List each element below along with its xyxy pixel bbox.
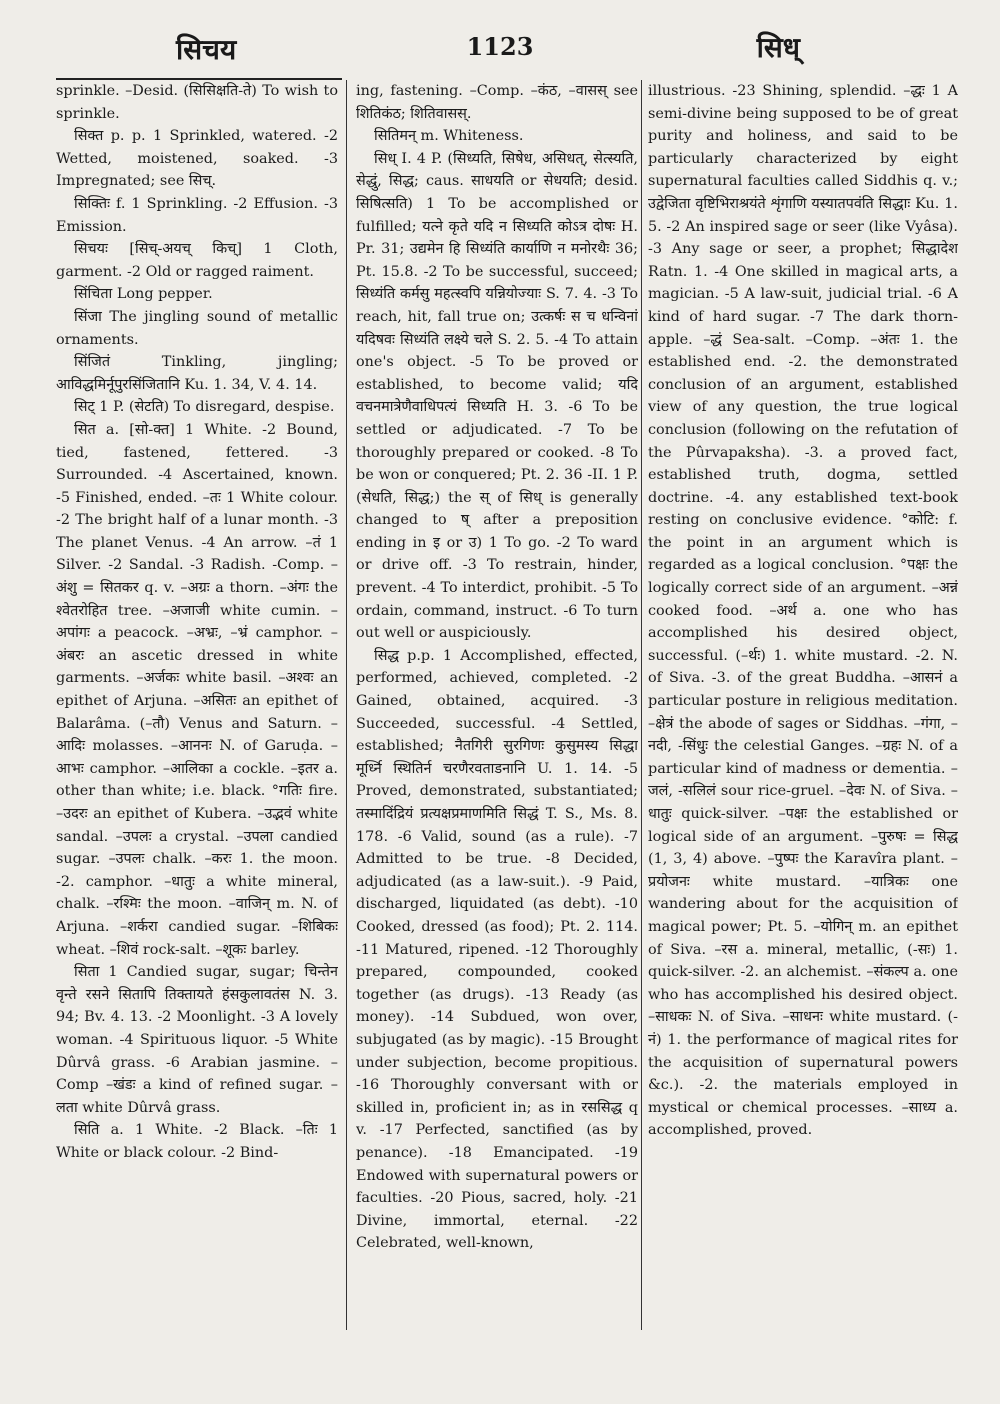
column-divider xyxy=(641,80,642,1330)
page-number: 1123 xyxy=(466,32,534,61)
entry-sit: सिट् 1 P. (सेटति) To disregard, despise. xyxy=(74,399,335,416)
entry-siktih: सिक्तिः f. 1 Sprinkling. -2 Effusion. -3 Emission. xyxy=(56,195,338,235)
column-right xyxy=(648,80,958,1330)
entry-siddha: सिद्ध p.p. 1 Accomplished, effected, performed, achieved, completed. -2 Gained, obtained, acquired. -3 Succeeded, successful. -4 Settled, established; नैतगिरी सुरगिणः कुसुमस्य सिद्धा मूर्ध्नि स्थितिर्न चरणैरवताडनानि U. 1. 14. -5 Proved, demonstrated, substantiated; तस्मादिंद्रियं प्रत्यक्षप्रमाणमिति सिद्धं T. S., Ms. 8. 178. -6 Valid, sound (as a rule). -7 Admitted to be true. -8 Decided, adjudicated (as a law-suit.). -9 Paid, discharged, liquidated (as debt). -10 Cooked, dressed (as food); Pt. 2. 114. -11 Matured, ripened. -12 Thoroughly prepared, compounded, cooked together (as drugs). -13 Ready (as money). -14 Subdued, won over, subjugated (as by magic). -15 Brought under subjection, become propitious. -16 Thoroughly conversant with or skilled in, proficient in; as in रससिद्ध q v. -17 Perfected, sanctified (as by penance). -18 Emancipated. -19 Endowed with supernatural powers or faculties. -20 Pious, sacred, holy. -21 Divine, immortal, eternal. -22 Celebrated, well-known, xyxy=(356,647,638,1252)
column-left xyxy=(56,80,338,1330)
entry-sita: सित a. [सो-क्त] 1 White. -2 Bound, tied, fastened, fettered. -3 Surrounded. -4 Ascertained, known. -5 Finished, ended. –तः 1 White colour. -2 The bright half of a lunar month. -3 The planet Venus. -4 An arrow. –तं 1 Silver. -2 Sandal. -3 Radish. -Comp. –अंशु = सितकर q. v. –अग्रः a thorn. –अंगः the श्वेतरोहित tree. –अजाजी white cumin. –अपांगः a peacock. –अभ्रः, –भ्रं camphor. –अंबरः an ascetic dressed in white garments. –अर्जकः white basil. –अश्वः an epithet of Arjuna. –असितः an epithet of Balarâma. (–तौ) Venus and Saturn. –आदिः molasses. –आननः N. of Garuḍa. –आभः camphor. –आलिका a cockle. –इतर a. other than white; i.e. black. °गतिः fire. –उदरः an epithet of Kubera. –उद्भवं white sandal. –उपलः a crystal. –उपला candied sugar. –उपलः chalk. –करः 1. the moon. -2. camphor. –धातुः a white mineral, chalk. –रश्मिः the moon. –वाजिन् m. N. of Arjuna. –शर्करा candied sugar. –शिबिकः wheat. –शिवं rock-salt. –शूकः barley. xyxy=(56,421,338,958)
header-right-guideword: सिध् xyxy=(756,31,800,64)
running-header xyxy=(0,24,1000,72)
entry-sidh: सिध् I. 4 P. (सिध्यति, सिषेध, असिधत्, सेत्स्यति, सेद्धुं, सिद्ध; caus. साधयति or सेधयति; desid. सिषित्सति) 1 To be accomplished or fulfilled; यत्ने कृते यदि न सिध्यति कोऽत्र दोषः H. Pr. 31; उद्यमेन हि सिध्यंति कार्याणि न मनोरथैः 36; Pt. 15.8. -2 To be successful, succeed; सिध्यंति कर्मसु महत्स्वपि यन्नियोज्याः S. 7. 4. -3 To reach, hit, fall true on; उत्कर्षः स च धन्विनां यदिषवः सिध्यंति लक्ष्ये चले S. 2. 5. -4 To attain one's object. -5 To be proved or established, to become valid; यदि वचनमात्रेणैवाधिपत्यं सिध्यति H. 3. -6 To be settled or adjudicated. -7 To be thoroughly prepared or cooked. -8 To be won or conquered; Pt. 2. 36 -II. 1 P. (सेधति, सिद्ध;) the स् of सिध् is generally changed to ष् after a preposition ending in इ or उ) 1 To go. -2 To ward or drive off. -3 To restrain, hinder, prevent. -4 To interdict, prohibit. -5 To ordain, command, instruct. -6 To turn out well or auspiciously. xyxy=(356,150,638,642)
entry-sinja: सिंजा The jingling sound of metallic ornaments. xyxy=(56,308,338,348)
entry-sinjita: सिंजितं Tinkling, jingling; आविद्धमिर्नूपुरसिंजितानि Ku. 1. 34, V. 4. 14. xyxy=(56,354,338,393)
entry-siti: सिति a. 1 White. -2 Black. –तिः 1 White or black colour. -2 Bind- xyxy=(56,1122,338,1161)
entry-sinchita: सिंचिता Long pepper. xyxy=(74,286,213,303)
entry-continuation: sprinkle. –Desid. (सिसिक्षति-ते) To wish to sprinkle. xyxy=(56,83,338,122)
column-divider xyxy=(346,80,347,1330)
entry-continuation: illustrious. -23 Shining, splendid. –द्धः 1 A semi-divine being supposed to be of great purity and holiness, and said to be particularly characterized by eight supernatural faculties called Siddhis q. v.; उद्वेजिता वृष्टिभिराश्रयंते शृंगाणि यस्यातपवंति सिद्धाः Ku. 1. 5. -2 An inspired sage or seer (like Vyâsa). -3 Any sage or seer, a prophet; सिद्धादेश Ratn. 1. -4 One skilled in magical arts, a magician. -5 A law-suit, judicial trial. -6 A kind of hard sugar. -7 The dark thorn-apple. –द्धं Sea-salt. –Comp. –अंतः 1. the established end. -2. the demonstrated conclusion of an argument, established view of any question, the true logical conclusion (following on the refutation of the Pûrvapaksha). -3. a proved fact, established truth, dogma, settled doctrine. -4. any established text-book resting on conclusive evidence. °कोटि: f. the point in an argument which is regarded as a logical conclusion. °पक्षः the logically correct side of an argument. –अन्नं cooked food. –अर्थ a. one who has accomplished his desired object, successful. (–र्थः) 1. white mustard. -2. N. of Siva. -3. of the great Buddha. –आसनं a particular posture in religious meditation. –क्षेत्रं the abode of sages or Siddhas. –गंगा, –नदी, -सिंधुः the celestial Ganges. –ग्रहः N. of a particular kind of madness or dementia. –जलं, -सलिलं sour rice-gruel. –देवः N. of Siva. –धातुः quick-silver. –पक्षः the established or logical side of an argument. –पुरुषः = सिद्ध (1, 3, 4) above. –पुष्पः the Karavîra plant. –प्रयोजनः white mustard. –यात्रिकः one wandering about for the acquisition of magical power; Pt. 5. –योगिन् m. an epithet of Siva. –रस a. mineral, metallic, (-सः) 1. quick-silver. -2. an alchemist. –संकल्प a. one who has accomplished his desired object. –साधकः N. of Siva. –साधनः white mustard. (-नं) 1. the performance of magical rites for the acquisition of supernatural powers &c.). -2. the materials employed in mystical or chemical processes. –साध्य a. accomplished, proved. xyxy=(648,83,958,1139)
column-middle xyxy=(356,80,638,1330)
entry-sikta: सिक्त p. p. 1 Sprinkled, watered. -2 Wetted, moistened, soaked. -3 Impregnated; see सिच्. xyxy=(56,128,338,190)
header-left-guideword: सिचय xyxy=(176,33,237,66)
entry-sichaya: सिचयः [सिच्-अयच् किच्] 1 Cloth, garment. -2 Old or ragged raiment. xyxy=(56,241,338,280)
entry-continuation: ing, fastening. –Comp. –कंठ, –वासस् see शितिकंठ; शितिवासस्. xyxy=(356,83,638,122)
entry-sita-fem: सिता 1 Candied sugar, sugar; चिन्तेन वृन्ते रसने सितापि तिक्तायते हंसकुलावतंस N. 3. 94; Bv. 4. 13. -2 Moonlight. -3 A lovely woman. -4 Spirituous liquor. -5 White Dûrvâ grass. -6 Arabian jasmine. –Comp –खंडः a kind of refined sugar. –लता white Dûrvâ grass. xyxy=(56,964,338,1116)
entry-sitiman: सितिमन् m. Whiteness. xyxy=(374,128,524,145)
